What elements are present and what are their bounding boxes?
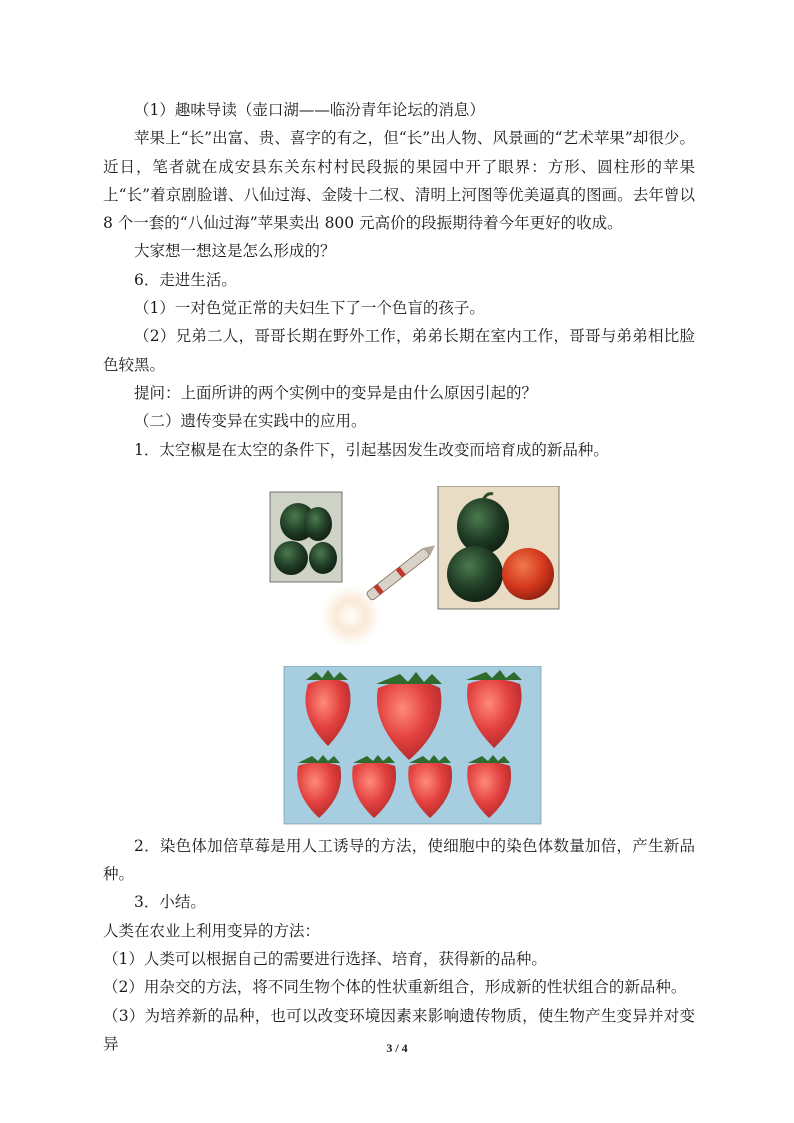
paragraph: 1．太空椒是在太空的条件下，引起基因发生改变而培育成的新品种。 (134, 440, 609, 459)
paragraph: 大家想一想这是怎么形成的？ (134, 242, 336, 261)
paragraph: 提问：上面所讲的两个实例中的变异是由什么原因引起的？ (134, 383, 538, 402)
paragraph: 6．走进生活。 (134, 270, 237, 289)
strawberry-figure (103, 666, 695, 826)
document-body (103, 96, 695, 1058)
paragraph: 人类在农业上利用变异的方法： (103, 921, 321, 940)
space-pepper-illustration (103, 486, 695, 654)
paragraph: （二）遗传变异在实践中的应用。 (134, 412, 367, 431)
paragraph: （2）兄弟二人，哥哥长期在野外工作，弟弟长期在室内工作，哥哥与弟弟相比脸色较黑。 (103, 327, 695, 374)
paragraph: （1）人类可以根据自己的需要进行选择、培育，获得新的品种。 (103, 950, 547, 969)
space-pepper-figure (103, 486, 695, 654)
paragraph: （2）用杂交的方法，将不同生物个体的性状重新组合，形成新的性状组合的新品种。 (103, 978, 687, 997)
paragraph: （1）一对色觉正常的夫妇生下了一个色盲的孩子。 (134, 299, 485, 318)
paragraph: 2．染色体加倍草莓是用人工诱导的方法，使细胞中的染色体数量加倍，产生新品种。 (103, 836, 695, 884)
paragraph: 苹果上“长”出富、贵、喜字的有之，但“长”出人物、风景画的“艺术苹果”却很少。近日，笔者就在成安县东关东村村民段振的果园中开了眼界：方形、圆柱形的苹果上“长”着京剧脸谱、八仙过海、金陵十二杈、清明上河图等优美逼真的图画。去年曾以 8 个一套的“八仙过海”苹果卖出 800 元高价的段振期待着今年更好的收成。 (103, 129, 695, 233)
paragraph: 3．小结。 (134, 893, 206, 912)
page-number: 3 / 4 (386, 1041, 408, 1055)
paragraph: （3）为培养新的品种，也可以改变环境因素来影响遗传物质，使生物产生变异并对变异 (103, 1006, 695, 1053)
strawberry-illustration (103, 666, 695, 826)
paragraph: （1）趣味导读（壶口湖——临汾青年论坛的消息） (134, 101, 485, 119)
